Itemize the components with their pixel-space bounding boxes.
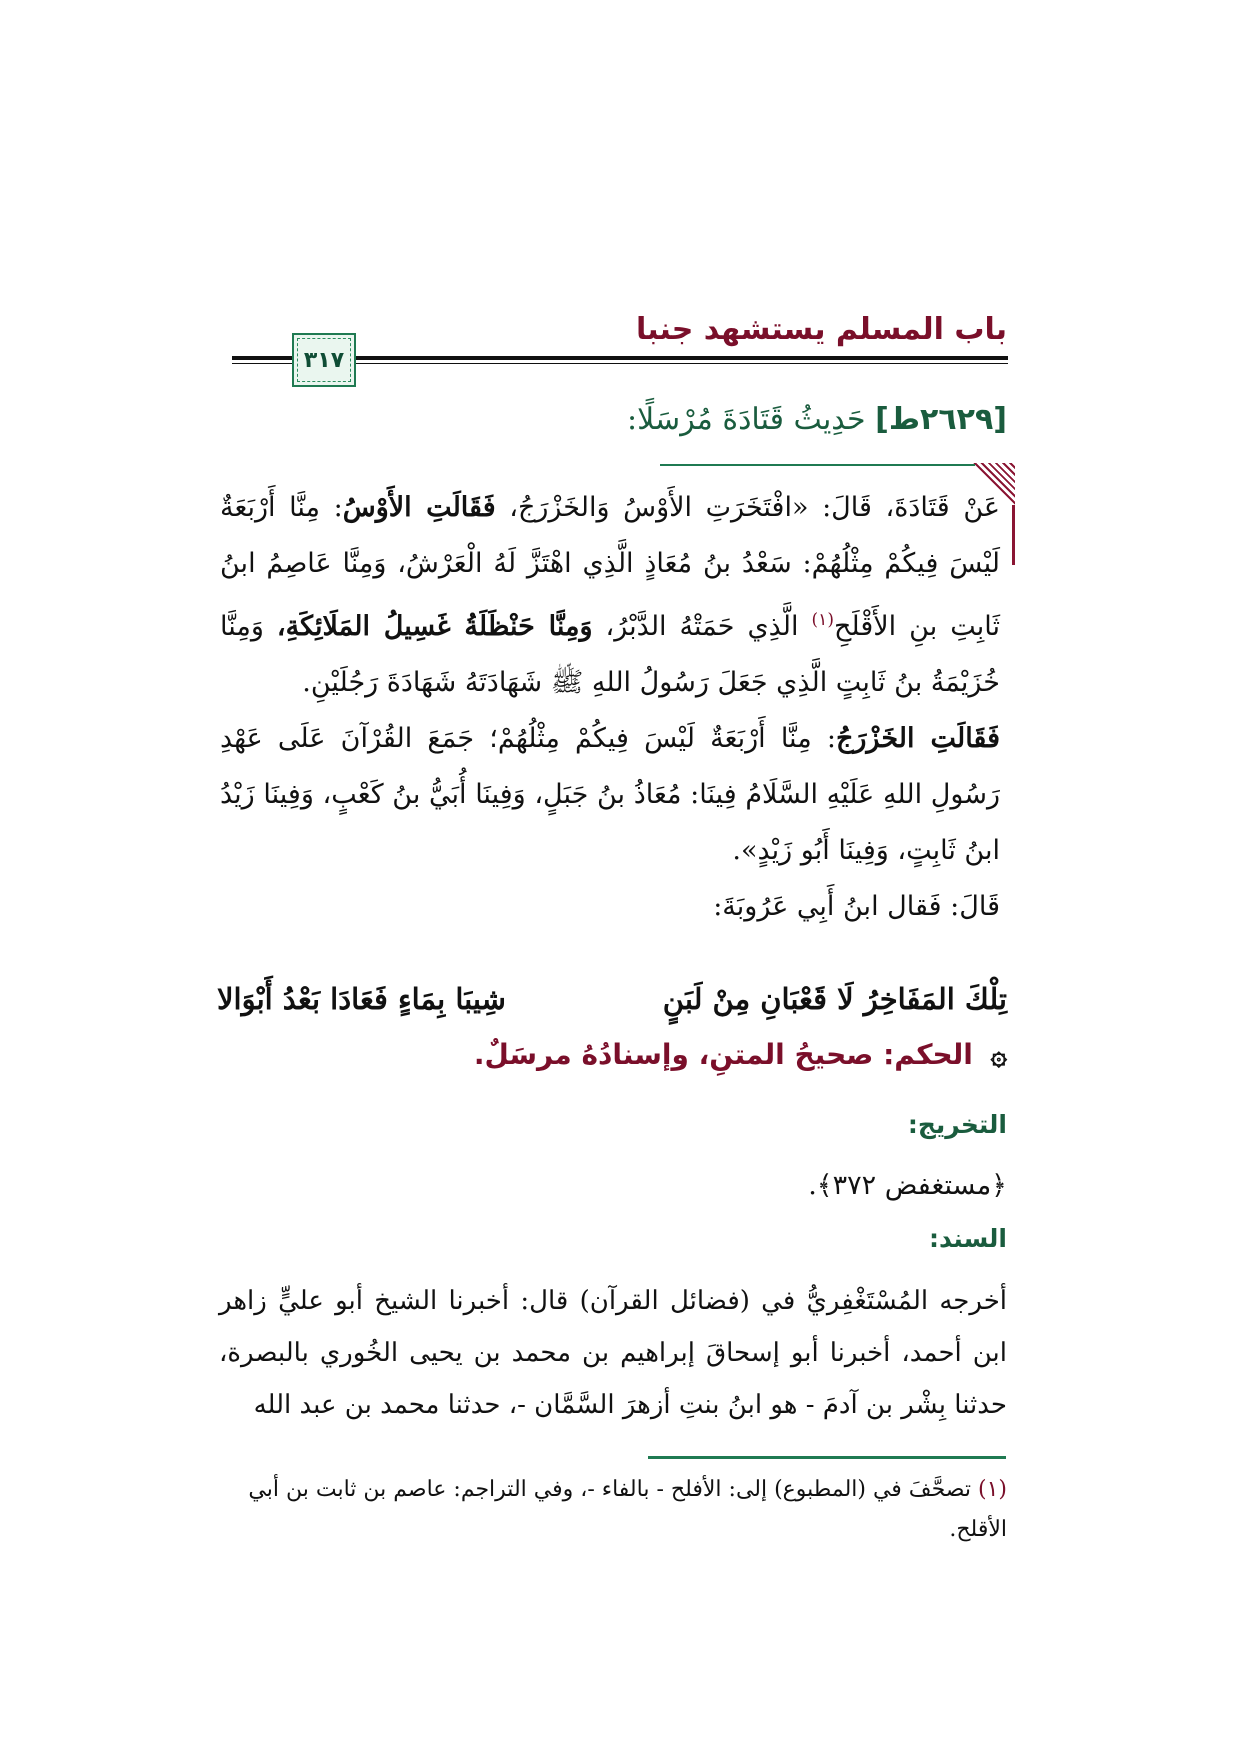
hadith-heading bbox=[627, 402, 1007, 437]
footnote bbox=[219, 1470, 1007, 1550]
ornament-icon: ۞ bbox=[990, 1038, 1007, 1071]
footnote-paragraph bbox=[219, 1470, 1007, 1550]
takhrij-heading: التخريج: bbox=[907, 1110, 1007, 1139]
header-left-rule bbox=[232, 356, 298, 360]
header-left-rule-thin bbox=[232, 363, 298, 364]
hadith-number: [٢٦٢٩ط] bbox=[875, 402, 1007, 437]
sanad-paragraph: أخرجه المُسْتَغْفِريُّ في (فضائل القرآن) قال: أخبرنا الشيخ أبو عليٍّ زاهر ابن أحمد، أخبرنا أبو إسحاقَ إبراهيم بن محمد بن يحيى الخُوري بالبصرة، حدثنا بِشْر بن آدمَ - هو ابنُ بنتِ أزهرَ السَّمَّان -، حدثنا محمد بن عبد الله bbox=[219, 1286, 1007, 1420]
matn-bold-text: وَمِنَّا حَنْظَلَةُ غَسِيلُ المَلَائِكَةِ، bbox=[276, 611, 593, 642]
ruling-label: الحكم: bbox=[883, 1038, 973, 1071]
header-rule bbox=[348, 356, 1008, 360]
footnote-ref: (١) bbox=[811, 610, 834, 630]
footnote-separator bbox=[648, 1456, 1006, 1459]
page-number-badge bbox=[292, 333, 356, 387]
matn-bold-text: فَقَالَتِ الأَوْسُ bbox=[342, 492, 496, 523]
running-header-title: باب المسلم يستشهد جنبا bbox=[635, 312, 1007, 347]
matn-text: عَنْ قَتَادَةَ، قَالَ: «افْتَخَرَتِ الأَوْسُ وَالخَزْرَجُ، bbox=[495, 492, 1000, 523]
hadith-matn bbox=[220, 480, 1000, 935]
matn-paragraph-khazraj bbox=[220, 711, 1000, 879]
corner-ornament-bar bbox=[1012, 505, 1015, 565]
matn-text: الَّذِي حَمَتْهُ الدَّبْرُ، bbox=[592, 611, 812, 642]
takhrij-reference: ﴿مستغفض ٣٧٢﴾. bbox=[808, 1170, 1007, 1201]
matn-text: : مِنَّا أَرْبَعَةٌ لَيْسَ فِيكُمْ مِثْلُهُمْ؛ جَمَعَ القُرْآنَ عَلَى عَهْدِ رَسُولِ اللهِ عَلَيْهِ السَّلَامُ فِينَا: مُعَاذُ بنُ جَبَلٍ، وَفِينَا أُبَيُّ بنُ كَعْبٍ، وَفِينَا زَيْدُ ابنُ ثَابِتٍ، وَفِينَا أَبُو زَيْدٍ». bbox=[220, 723, 1000, 866]
ruling-line bbox=[474, 1038, 1007, 1071]
footnote-text: تصحَّفَ في (المطبوع) إلى: الأفلح - بالفاء -، وفي التراجم: عاصم بن ثابت بن أبي الأقلح. bbox=[248, 1477, 1007, 1542]
footnote-number: (١) bbox=[977, 1477, 1007, 1502]
matn-paragraph-qala: قَالَ: فَقال ابنُ أَبِي عَرُوبَةَ: bbox=[713, 891, 1000, 922]
matn-paragraph-aws bbox=[220, 480, 1000, 711]
poetry-verse bbox=[217, 982, 1007, 1016]
matn-bold-text: فَقَالَتِ الخَزْرَجُ bbox=[835, 723, 1001, 754]
matn-text: : مِنَّا أَرْبَعَةٌ لَيْسَ فِيكُمْ مِثْلُهُمْ: سَعْدُ بنُ مُعَاذٍ الَّذِي اهْتَزَّ لَهُ الْعَرْشُ، وَمِنَّا عَاصِمُ ابنُ ثَابِتِ بنِ الأَقْلَحِ bbox=[220, 492, 1000, 642]
ruling-value: صحيحُ المتنِ، وإسنادُهُ مرسَلٌ. bbox=[473, 1038, 874, 1071]
matn-text: وَمِنَّا خُزَيْمَةُ بنُ ثَابِتٍ الَّذِي جَعَلَ رَسُولُ اللهِ ﷺ شَهَادَتَهُ شَهَادَةَ رَجُلَيْنِ. bbox=[220, 611, 1000, 698]
header-rule-thin bbox=[348, 363, 1008, 364]
verse-second-hemistich: شِيبَا بِمَاءٍ فَعَادَا بَعْدُ أَبْوَالا bbox=[217, 982, 506, 1016]
verse-first-hemistich: تِلْكَ المَفَاخِرُ لَا قَعْبَانِ مِنْ لَبَنٍ bbox=[662, 982, 1007, 1016]
matn-top-line bbox=[660, 464, 975, 466]
sanad-text bbox=[219, 1275, 1007, 1431]
page-number: ٣١٧ bbox=[303, 347, 345, 373]
sanad-heading: السند: bbox=[928, 1224, 1007, 1253]
hadith-title: حَدِيثُ قَتَادَةَ مُرْسَلًا: bbox=[627, 402, 866, 437]
